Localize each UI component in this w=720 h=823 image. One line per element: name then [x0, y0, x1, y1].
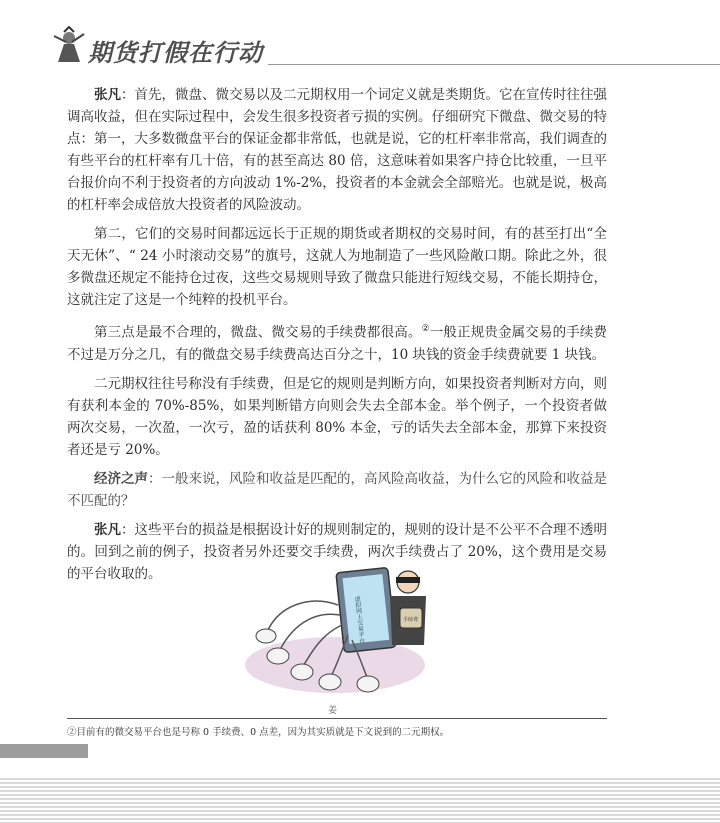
- cartoon-illustration: [240, 560, 435, 695]
- thief-figure: [390, 571, 426, 645]
- illustration-caption: 姜: [328, 706, 338, 716]
- footnote: ②目前有的微交易平台也是号称 0 手续费、0 点差，因为其实质就是下文说到的二元期权。: [67, 727, 450, 738]
- paragraph-2: [67, 223, 607, 311]
- speaker-name: 经济之声: [94, 470, 148, 487]
- paragraph-text: 一般正规贵金属交易的手续费不过是万分之几，有的微盘交易手续费高达百分之十，10 块钱的资金手续费就要 1 块钱。: [67, 324, 608, 363]
- paragraph-5: [67, 468, 607, 512]
- footer-stripes: [0, 778, 720, 823]
- paragraph-1: [67, 84, 607, 216]
- paragraph-text: 第二，它们的交易时间都远远长于正规的期货或者期权的交易时间，有的甚至打出“全天无休”、“ 24 小时滚动交易”的旗号，这就人为地制造了一些风险敞口期。除此之外，很多微盘还规定不能持仓过夜，这些交易规则导致了微盘只能进行短线交易，不能长期持仓，这就注定了这是一个纯粹的投机平台。: [67, 226, 607, 308]
- side-gray-bar: [0, 744, 88, 758]
- paragraph-4: [67, 373, 607, 461]
- paragraph-text: ：首先，微盘、微交易以及二元期权用一个词定义就是类期货。它在宣传时往往强调高收益，但在实际过程中，会发生很多投资者亏损的实例。仔细研究下微盘、微交易的特点：第一，大多数微盘平台的保证金都非常低，也就是说，它的杠杆率非常高，我们调查的有些平台的杠杆率有几十倍，有的甚至高达 80 倍，这意味着如果客户持仓比较重，一旦平台报价向不利于投资者的方向波动 1%-2%，投资者的本金就会全部赔光。也就是说，极高的杠杆率会成倍放大投资者的风险波动。: [67, 87, 607, 213]
- header-title: 期货打假在行动: [88, 39, 263, 67]
- screen-label: 虚拟网上交易平台: [352, 595, 365, 645]
- warrior-logo-icon: [52, 26, 86, 64]
- footnote-marker: ②: [421, 324, 430, 334]
- footnote-divider: [67, 718, 607, 719]
- page-header: [0, 0, 720, 72]
- bag-label: 手续费: [403, 617, 419, 623]
- paragraph-text: ：这些平台的损益是根据设计好的规则制定的，规则的设计是不公平不合理不透明的。回到之前的例子，投资者另外还要交手续费，两次手续费占了 20%，这个费用是交易的平台收取的。: [67, 521, 607, 582]
- paragraph-text: ：一般来说，风险和收益是匹配的，高风险高收益，为什么它的风险和收益是不匹配的？: [67, 470, 607, 509]
- header-divider: [268, 64, 720, 65]
- paragraph-text: 二元期权往往号称没有手续费，但是它的规则是判断方向，如果投资者判断对方向，则有获利本金的 70%-85%，如果判断错方向则会失去全部本金。举个例子，一个投资者做两次交易，一次盈，一次亏，盈的话获利 80% 本金，亏的话失去全部本金，那算下来投资者还是亏 20%。: [67, 375, 607, 458]
- paragraph-text: 第三点是最不合理的，微盘、微交易的手续费都很高。: [94, 324, 422, 341]
- paragraph-3: [67, 318, 607, 366]
- article-body: [67, 84, 607, 592]
- speaker-name: 张凡: [94, 87, 121, 103]
- speaker-name: 张凡: [94, 521, 121, 538]
- computer-monitor: [336, 568, 396, 653]
